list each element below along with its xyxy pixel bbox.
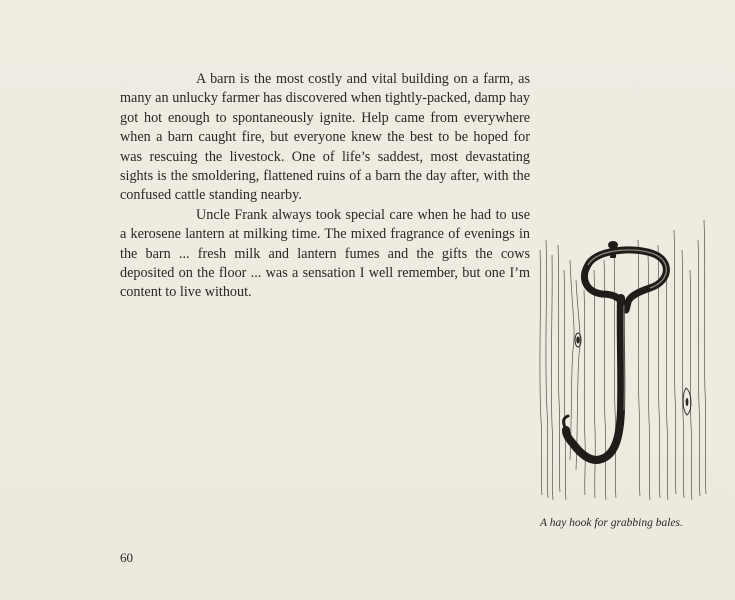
paragraph-1: A barn is the most costly and vital building on a farm, as many an unlucky farmer has discovered when tightly-packed, damp hay got hot enough to spontaneously ignite. Help came from everywhere when a barn caught fire, but everyone knew the best to be hoped for was rescuing the livestock. One of life’s saddest, most devastating sights is the smoldering, flattened ruins of a barn the day after, with the confused cattle standing nearby. <box>120 71 530 204</box>
body-text <box>120 70 530 303</box>
figure-caption: A hay hook for grabbing bales. <box>540 517 683 529</box>
page-number: 60 <box>120 550 133 565</box>
hay-hook-icon <box>530 210 710 505</box>
paragraph-2: Uncle Frank always took special care when he had to use a kerosene lantern at milking time. The mixed fragrance of evenings in the barn ... fresh milk and lantern fumes and the gifts the cows deposited on the floor ... was a sensation I well remember, but one I’m content to live without. <box>120 206 530 301</box>
